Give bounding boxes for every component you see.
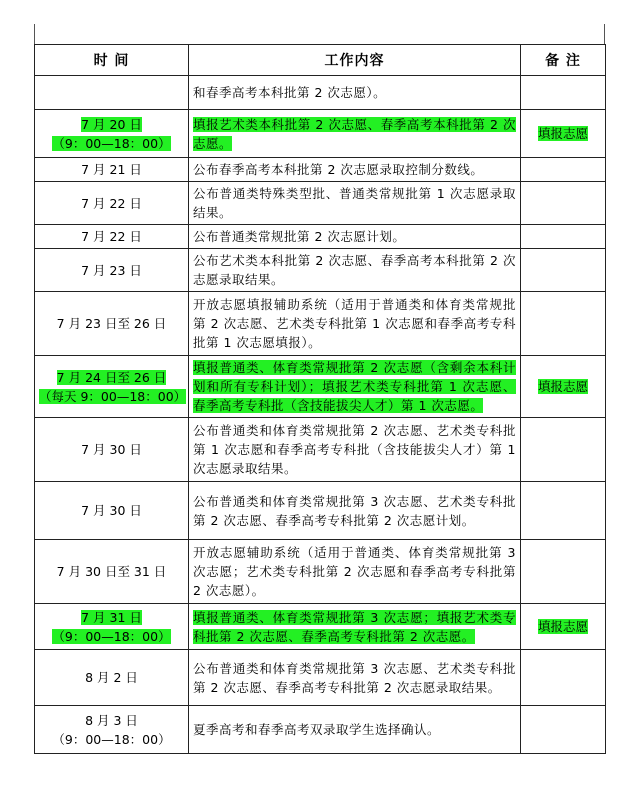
row-content-text: 公布春季高考本科批第 2 次志愿录取控制分数线。: [193, 162, 484, 177]
row-content-text: 填报普通类、体育类常规批第 2 次志愿（含剩余本科计划和所有专科计划）；填报艺术类专科批第 1 次志愿、春季高考专科批（含技能拔尖人才）第 1 次志愿。: [193, 360, 516, 413]
row-note-text: 填报志愿: [537, 126, 588, 141]
table-row: [35, 482, 606, 540]
row-time-cell: [35, 110, 189, 158]
row-note-text: 填报志愿: [537, 379, 588, 394]
row-time-cell: [35, 604, 189, 650]
row-content-cell: [189, 76, 521, 110]
row-content-text: 公布普通类和体育类常规批第 3 次志愿、艺术类专科批第 2 次志愿、春季高考专科批第 2 次志愿计划。: [193, 493, 516, 528]
row-content-cell: [189, 482, 521, 540]
row-time-cell: [35, 158, 189, 182]
row-content-text: 填报艺术类本科批第 2 次志愿、春季高考本科批第 2 次志愿。: [193, 116, 516, 151]
row-content-cell: [189, 110, 521, 158]
row-note-cell: [521, 540, 606, 604]
row-content-text: 开放志愿填报辅助系统（适用于普通类和体育类常规批第 2 次志愿、艺术类专科批第 1 次志愿和春季高考专科批第 1 次志愿填报）。: [193, 297, 516, 350]
row-time-text: 7 月 22 日: [81, 229, 142, 244]
page-corner-mark-left: [34, 24, 35, 44]
table-row: [35, 110, 606, 158]
row-time-text: 7 月 31 日: [81, 609, 142, 625]
row-time-text: 8 月 3 日: [85, 712, 138, 728]
row-time-text: 7 月 30 日: [81, 442, 142, 457]
row-time-text: （9：00—18：00）: [52, 731, 171, 747]
row-content-cell: [189, 182, 521, 225]
table-row: [35, 158, 606, 182]
header-note: 备 注: [521, 45, 606, 76]
row-note-cell: [521, 650, 606, 706]
row-content-text: 公布普通类常规批第 2 次志愿计划。: [193, 229, 406, 244]
row-time-text: 7 月 23 日: [81, 262, 142, 278]
row-content-cell: [189, 604, 521, 650]
row-note-cell: [521, 292, 606, 356]
row-content-text: 公布艺术类本科批第 2 次志愿、春季高考本科批第 2 次志愿录取结果。: [193, 253, 516, 287]
table-row: [35, 650, 606, 706]
schedule-table: [34, 44, 606, 754]
row-content-cell: [189, 418, 521, 482]
table-row: [35, 182, 606, 225]
row-time-text: （9：00—18：00）: [52, 135, 171, 151]
table-row: [35, 76, 606, 110]
row-content-text: 夏季高考和春季高考双录取学生选择确认。: [193, 722, 441, 737]
row-content-cell: [189, 292, 521, 356]
row-note-cell: [521, 158, 606, 182]
row-content-cell: [189, 540, 521, 604]
row-content-text: 填报普通类、体育类常规批第 3 次志愿；填报艺术类专科批第 2 次志愿、春季高考专科批第 2 次志愿。: [193, 609, 516, 644]
row-content-cell: [189, 650, 521, 706]
row-content-cell: [189, 225, 521, 249]
row-content-text: 公布普通类和体育类常规批第 2 次志愿、艺术类专科批第 1 次志愿和春季高考专科批（含技能拔尖人才）第 1 次志愿录取结果。: [193, 423, 516, 476]
table-row: [35, 706, 606, 754]
page-corner-mark-right: [604, 24, 605, 44]
row-time-text: 7 月 21 日: [81, 162, 142, 177]
row-note-cell: [521, 482, 606, 540]
row-time-cell: [35, 76, 189, 110]
row-note-cell: [521, 225, 606, 249]
row-content-cell: [189, 706, 521, 754]
row-time-text: （每天 9：00—18：00）: [39, 388, 187, 404]
header-time: 时 间: [35, 45, 189, 76]
row-note-cell: [521, 418, 606, 482]
row-time-text: 7 月 22 日: [81, 195, 142, 211]
row-content-text: 和春季高考本科批第 2 次志愿）。: [193, 85, 387, 100]
row-note-cell: [521, 76, 606, 110]
row-time-text: （9：00—18：00）: [52, 628, 171, 644]
row-note-cell: [521, 356, 606, 418]
header-content: 工作内容: [189, 45, 521, 76]
row-time-cell: [35, 482, 189, 540]
row-note-cell: [521, 706, 606, 754]
row-content-text: 公布普通类特殊类型批、普通类常规批第 1 次志愿录取结果。: [193, 186, 516, 220]
row-content-cell: [189, 249, 521, 292]
row-content-text: 开放志愿辅助系统（适用于普通类、体育类常规批第 3 次志愿；艺术类专科批第 2 次志愿和春季高考专科批第 2 次志愿）。: [193, 545, 516, 598]
row-time-text: 7 月 30 日至 31 日: [56, 564, 167, 579]
row-note-cell: [521, 110, 606, 158]
table-header-row: [35, 45, 606, 76]
row-note-cell: [521, 182, 606, 225]
row-time-text: 7 月 24 日至 26 日: [56, 369, 167, 385]
row-time-text: 7 月 30 日: [81, 503, 142, 518]
row-time-text: 7 月 23 日至 26 日: [56, 316, 167, 331]
table-row: [35, 418, 606, 482]
row-time-text: 8 月 2 日: [85, 670, 138, 685]
row-content-cell: [189, 158, 521, 182]
row-time-cell: [35, 225, 189, 249]
table-row: [35, 356, 606, 418]
row-time-cell: [35, 182, 189, 225]
row-time-cell: [35, 540, 189, 604]
row-time-text: 7 月 20 日: [81, 116, 142, 132]
row-time-cell: [35, 418, 189, 482]
table-row: [35, 292, 606, 356]
row-note-text: 填报志愿: [537, 619, 588, 634]
table-row: [35, 249, 606, 292]
row-time-cell: [35, 650, 189, 706]
table-body: [35, 76, 606, 754]
table-row: [35, 540, 606, 604]
table-row: [35, 225, 606, 249]
row-time-cell: [35, 249, 189, 292]
row-time-cell: [35, 356, 189, 418]
row-note-cell: [521, 249, 606, 292]
row-content-cell: [189, 356, 521, 418]
row-time-cell: [35, 292, 189, 356]
row-content-text: 公布普通类和体育类常规批第 3 次志愿、艺术类专科批第 2 次志愿、春季高考专科批第 2 次志愿录取结果。: [193, 660, 516, 695]
row-time-cell: [35, 706, 189, 754]
row-note-cell: [521, 604, 606, 650]
table-row: [35, 604, 606, 650]
